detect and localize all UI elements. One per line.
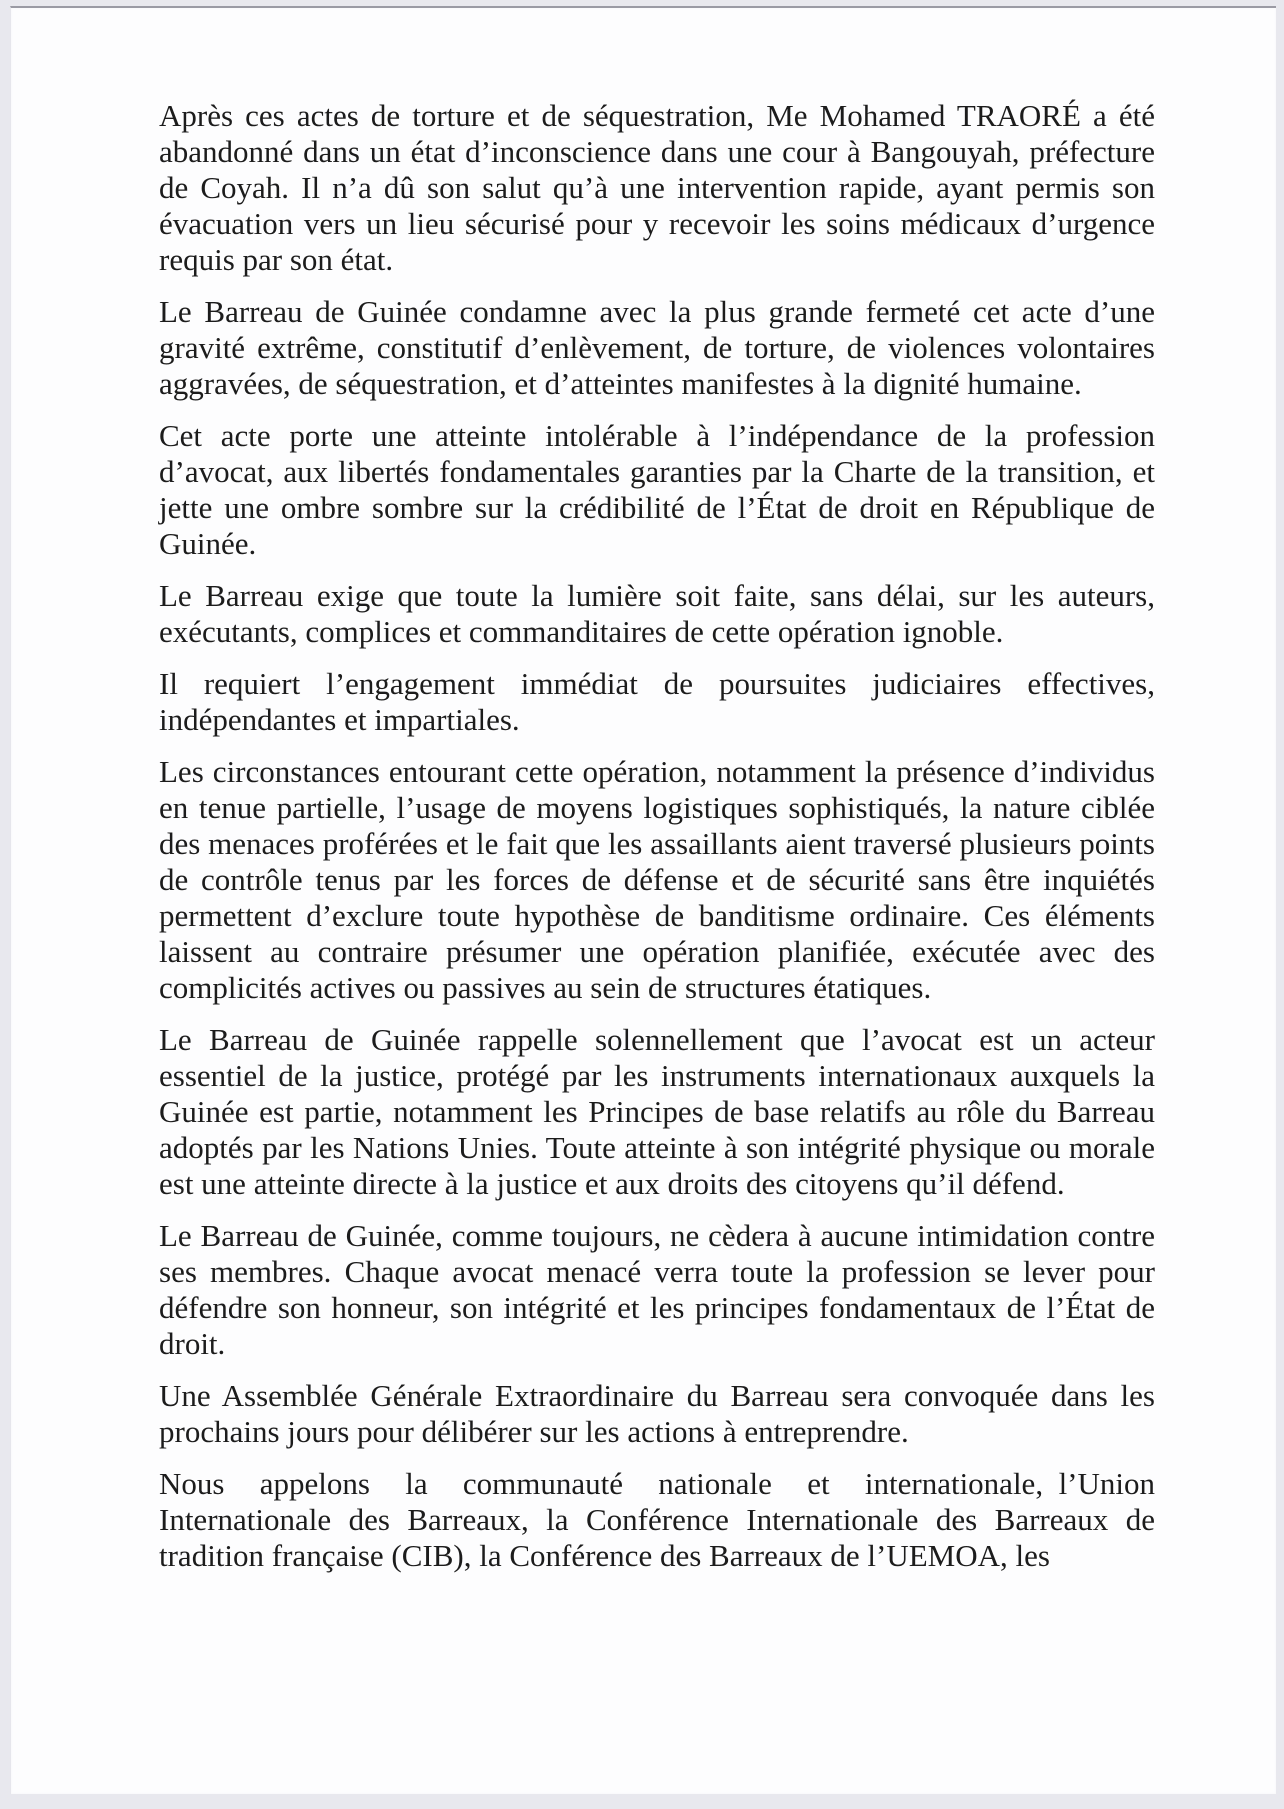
paragraph: Une Assemblée Générale Extraordinaire du Barreau sera convoquée dans les prochains jours pour délibérer sur les actions à entreprendre.	[159, 1378, 1155, 1449]
paragraph: Le Barreau de Guinée, comme toujours, ne cèdera à aucune intimidation contre ses membres. Chaque avocat menacé verra toute la profession se lever pour défendre son honneur, son intégrité et les principes fondamentaux de l’État de droit.	[159, 1218, 1155, 1361]
paragraph: Le Barreau exige que toute la lumière soit faite, sans délai, sur les auteurs, exécutants, complices et commanditaires de cette opération ignoble.	[159, 578, 1155, 649]
paragraph: Cet acte porte une atteinte intolérable à l’indépendance de la profession d’avocat, aux libertés fondamentales garanties par la Charte de la transition, et jette une ombre sombre sur la crédibilité de l’État de droit en République de Guinée.	[159, 418, 1155, 561]
paragraph: Le Barreau de Guinée rappelle solennellement que l’avocat est un acteur essentiel de la justice, protégé par les instruments internationaux auxquels la Guinée est partie, notamment les Principes de base relatifs au rôle du Barreau adoptés par les Nations Unies. Toute atteinte à son intégrité physique ou morale est une atteinte directe à la justice et aux droits des citoyens qu’il défend.	[159, 1022, 1155, 1201]
paragraph: Nous appelons la communauté nationale et internationale, l’Union Internationale des Barreaux, la Conférence Internationale des Barreaux de tradition française (CIB), la Conférence des Barreaux de l’UEMOA, les	[159, 1466, 1155, 1573]
paragraph: Les circonstances entourant cette opération, notamment la présence d’individus en tenue partielle, l’usage de moyens logistiques sophistiqués, la nature ciblée des menaces proférées et le fait que les assaillants aient traversé plusieurs points de contrôle tenus par les forces de défense et de sécurité sans être inquiétés permettent d’exclure toute hypothèse de banditisme ordinaire. Ces éléments laissent au contraire présumer une opération planifiée, exécutée avec des complicités actives ou passives au sein de structures étatiques.	[159, 754, 1155, 1005]
paragraph: Le Barreau de Guinée condamne avec la plus grande fermeté cet acte d’une gravité extrême, constitutif d’enlèvement, de torture, de violences volontaires aggravées, de séquestration, et d’atteintes manifestes à la dignité humaine.	[159, 294, 1155, 401]
document-text	[159, 98, 1155, 1574]
paragraph: Après ces actes de torture et de séquestration, Me Mohamed TRAORÉ a été abandonné dans un état d’inconscience dans une cour à Bangouyah, préfecture de Coyah. Il n’a dû son salut qu’à une intervention rapide, ayant permis son évacuation vers un lieu sécurisé pour y recevoir les soins médicaux d’urgence requis par son état.	[159, 98, 1155, 277]
document-page	[10, 6, 1276, 1794]
paragraph: Il requiert l’engagement immédiat de poursuites judiciaires effectives, indépendantes et impartiales.	[159, 666, 1155, 737]
